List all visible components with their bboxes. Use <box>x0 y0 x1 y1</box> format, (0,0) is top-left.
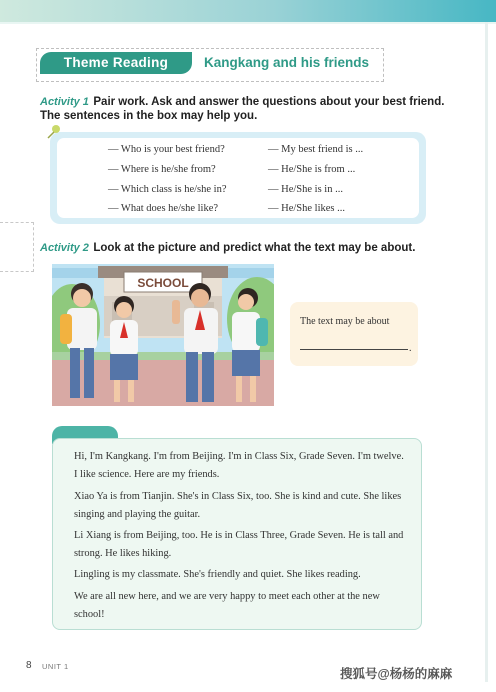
watermark: 搜狐号@杨杨的麻麻 <box>340 667 453 681</box>
predict-answer-line[interactable] <box>300 349 408 350</box>
reading-paragraph-2: Xiao Ya is from Tianjin. She's in Class Six, too. She is kind and cute. She likes singing and playing the guitar. <box>74 491 402 520</box>
activity1-label: Activity 1 <box>40 96 89 108</box>
reading-paragraph-4: Lingling is my classmate. She's friendly and quiet. She likes reading. <box>74 569 361 580</box>
phrase-right-1: — My best friend is ... <box>268 144 364 155</box>
phrase-right-4: — He/She likes ... <box>268 203 345 214</box>
school-sign: SCHOOL <box>137 276 189 290</box>
activity2-label: Activity 2 <box>40 242 89 254</box>
reading-paragraph-3: Li Xiang is from Beijing, too. He is in Class Three, Grade Seven. He is tall and strong. He likes hiking. <box>74 530 404 559</box>
activity1-text-line2: The sentences in the box may help you. <box>40 110 258 122</box>
school-illustration <box>52 264 274 406</box>
activity2-instruction <box>40 238 415 257</box>
phrase-left-4: — What does he/she like? <box>108 203 219 214</box>
predict-box <box>290 302 418 366</box>
phrase-left-2: — Where is he/she from? <box>108 164 216 175</box>
phrase-right-3: — He/She is in ... <box>268 184 343 195</box>
theme-title: Kangkang and his friends <box>204 55 370 70</box>
reading-paragraph-5: We are all new here, and we are very happy to meet each other at the new school! <box>74 591 380 620</box>
page-edge <box>485 22 488 682</box>
predict-period: . <box>409 343 412 354</box>
reading-paragraph-1: Hi, I'm Kangkang. I'm from Beijing. I'm in Class Six, Grade Seven. I'm twelve. I like science. Here are my friends. <box>74 451 404 480</box>
phrase-left-3: — Which class is he/she in? <box>108 184 227 195</box>
side-tab <box>0 222 34 272</box>
phrase-right-2: — He/She is from ... <box>268 164 356 175</box>
phrase-left-1: — Who is your best friend? <box>108 144 225 155</box>
top-banner <box>0 0 496 22</box>
predict-prompt: The text may be about <box>300 316 390 327</box>
theme-tag: Theme Reading <box>40 52 192 74</box>
pushpin-icon <box>46 124 62 140</box>
activity2-text: Look at the picture and predict what the text may be about. <box>93 242 416 254</box>
page-number: 8 <box>26 660 32 671</box>
activity1-text: Pair work. Ask and answer the questions about your best friend. <box>93 96 445 108</box>
unit-label: UNIT 1 <box>42 662 69 671</box>
top-divider <box>0 22 496 24</box>
school-scene <box>52 264 274 406</box>
